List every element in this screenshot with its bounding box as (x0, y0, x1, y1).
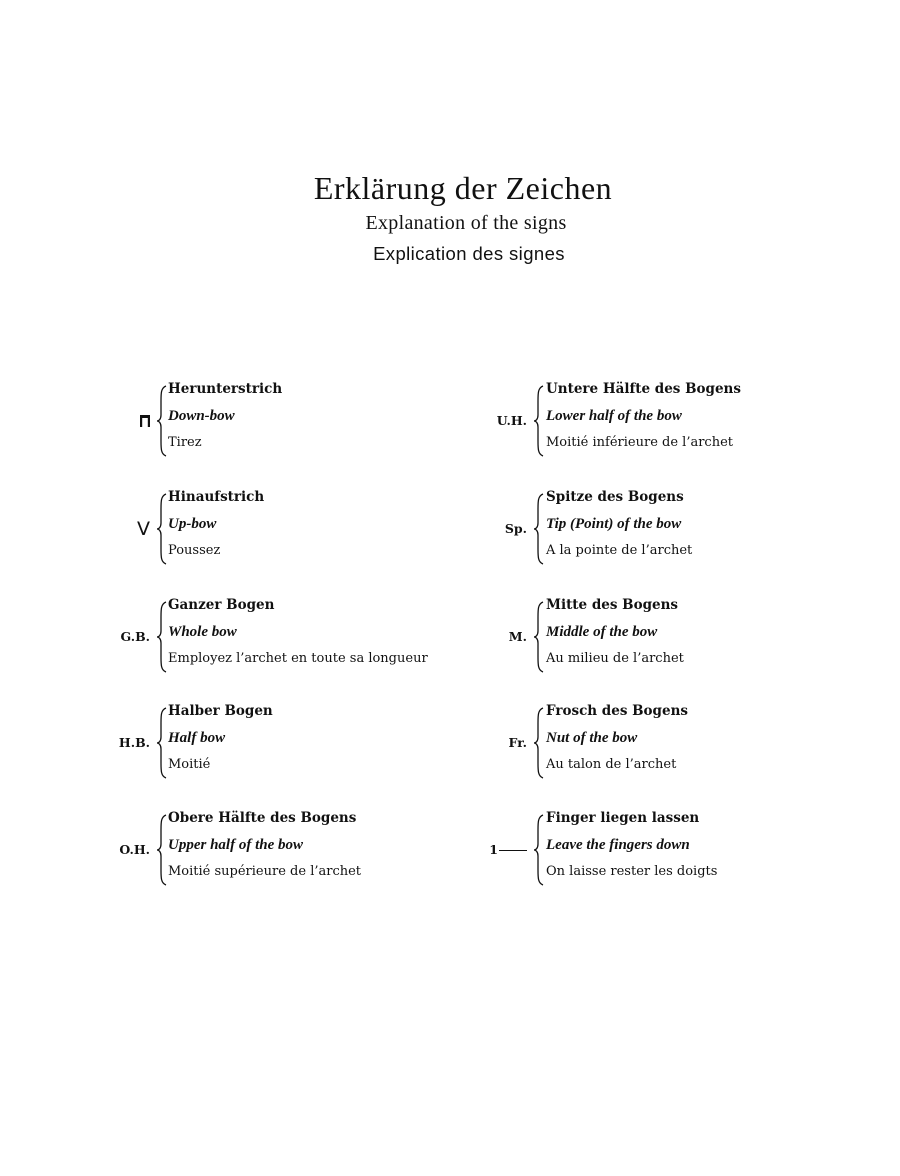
term-french: A la pointe de l’archet (546, 543, 693, 558)
sign-entry-up-bow (115, 489, 455, 569)
sign-symbol: U.H. (496, 413, 527, 428)
sign-symbol: O.H. (119, 842, 150, 857)
term-french: On laisse rester les doigts (546, 864, 718, 879)
term-german: Ganzer Bogen (168, 597, 275, 613)
page-title: Erklärung der Zeichen (313, 170, 613, 206)
term-german: Halber Bogen (168, 703, 273, 719)
sign-entry-middle (495, 597, 835, 677)
brace-icon (534, 707, 544, 779)
term-french: Moitié supérieure de l’archet (168, 864, 362, 879)
sign-symbol (487, 810, 527, 890)
sign-entry-fingers-down (489, 810, 835, 890)
term-french: Moitié inférieure de l’archet (546, 435, 733, 450)
term-english: Down-bow (168, 408, 235, 424)
term-german: Spitze des Bogens (546, 489, 684, 505)
term-english: Whole bow (168, 624, 237, 640)
term-english: Half bow (168, 730, 226, 746)
sign-symbol: Fr. (508, 735, 527, 750)
sign-entry-lower-half (495, 381, 835, 461)
sign-entry-nut (495, 703, 835, 783)
sign-symbol (115, 381, 150, 461)
brace-icon (534, 814, 544, 886)
term-french: Poussez (168, 543, 221, 558)
term-german: Untere Hälfte des Bogens (546, 381, 741, 397)
term-german: Finger liegen lassen (546, 810, 700, 826)
term-french: Tirez (168, 435, 202, 450)
term-german: Mitte des Bogens (546, 597, 679, 613)
brace-icon (157, 601, 167, 673)
sign-symbol: M. (508, 629, 527, 644)
finger-number: 1 (489, 842, 498, 857)
subtitle-french: Explication des signes (373, 243, 565, 264)
sign-entry-half-bow (115, 703, 455, 783)
sign-symbol: G.B. (120, 629, 150, 644)
term-german: Frosch des Bogens (546, 703, 688, 719)
term-german: Herunterstrich (168, 381, 283, 397)
brace-icon (534, 385, 544, 457)
term-english: Lower half of the bow (546, 408, 682, 424)
finger-line-icon (499, 850, 527, 851)
term-french: Employez l’archet en toute sa longueur (168, 651, 428, 666)
brace-icon (157, 707, 167, 779)
term-french: Au talon de l’archet (546, 757, 677, 772)
term-french: Moitié (168, 757, 211, 772)
brace-icon (534, 493, 544, 565)
up-bow-icon: V (137, 518, 150, 540)
subtitle-english: Explanation of the signs (365, 212, 567, 234)
term-english: Nut of the bow (546, 730, 638, 746)
sign-entry-whole-bow (115, 597, 475, 677)
term-german: Obere Hälfte des Bogens (168, 810, 357, 826)
term-german: Hinaufstrich (168, 489, 265, 505)
term-english: Tip (Point) of the bow (546, 516, 682, 532)
down-bow-icon (140, 415, 150, 427)
sign-entry-down-bow (115, 381, 455, 461)
sign-symbol: Sp. (504, 521, 527, 536)
brace-icon (534, 601, 544, 673)
term-english: Upper half of the bow (168, 837, 303, 853)
term-english: Middle of the bow (546, 624, 658, 640)
term-french: Au milieu de l’archet (546, 651, 684, 666)
sign-entry-upper-half (115, 810, 455, 890)
term-english: Up-bow (168, 516, 217, 532)
brace-icon (157, 493, 167, 565)
sign-symbol: H.B. (118, 735, 150, 750)
brace-icon (157, 385, 167, 457)
brace-icon (157, 814, 167, 886)
sign-entry-tip (495, 489, 835, 569)
term-english: Leave the fingers down (546, 837, 690, 853)
sign-symbol (115, 489, 150, 569)
